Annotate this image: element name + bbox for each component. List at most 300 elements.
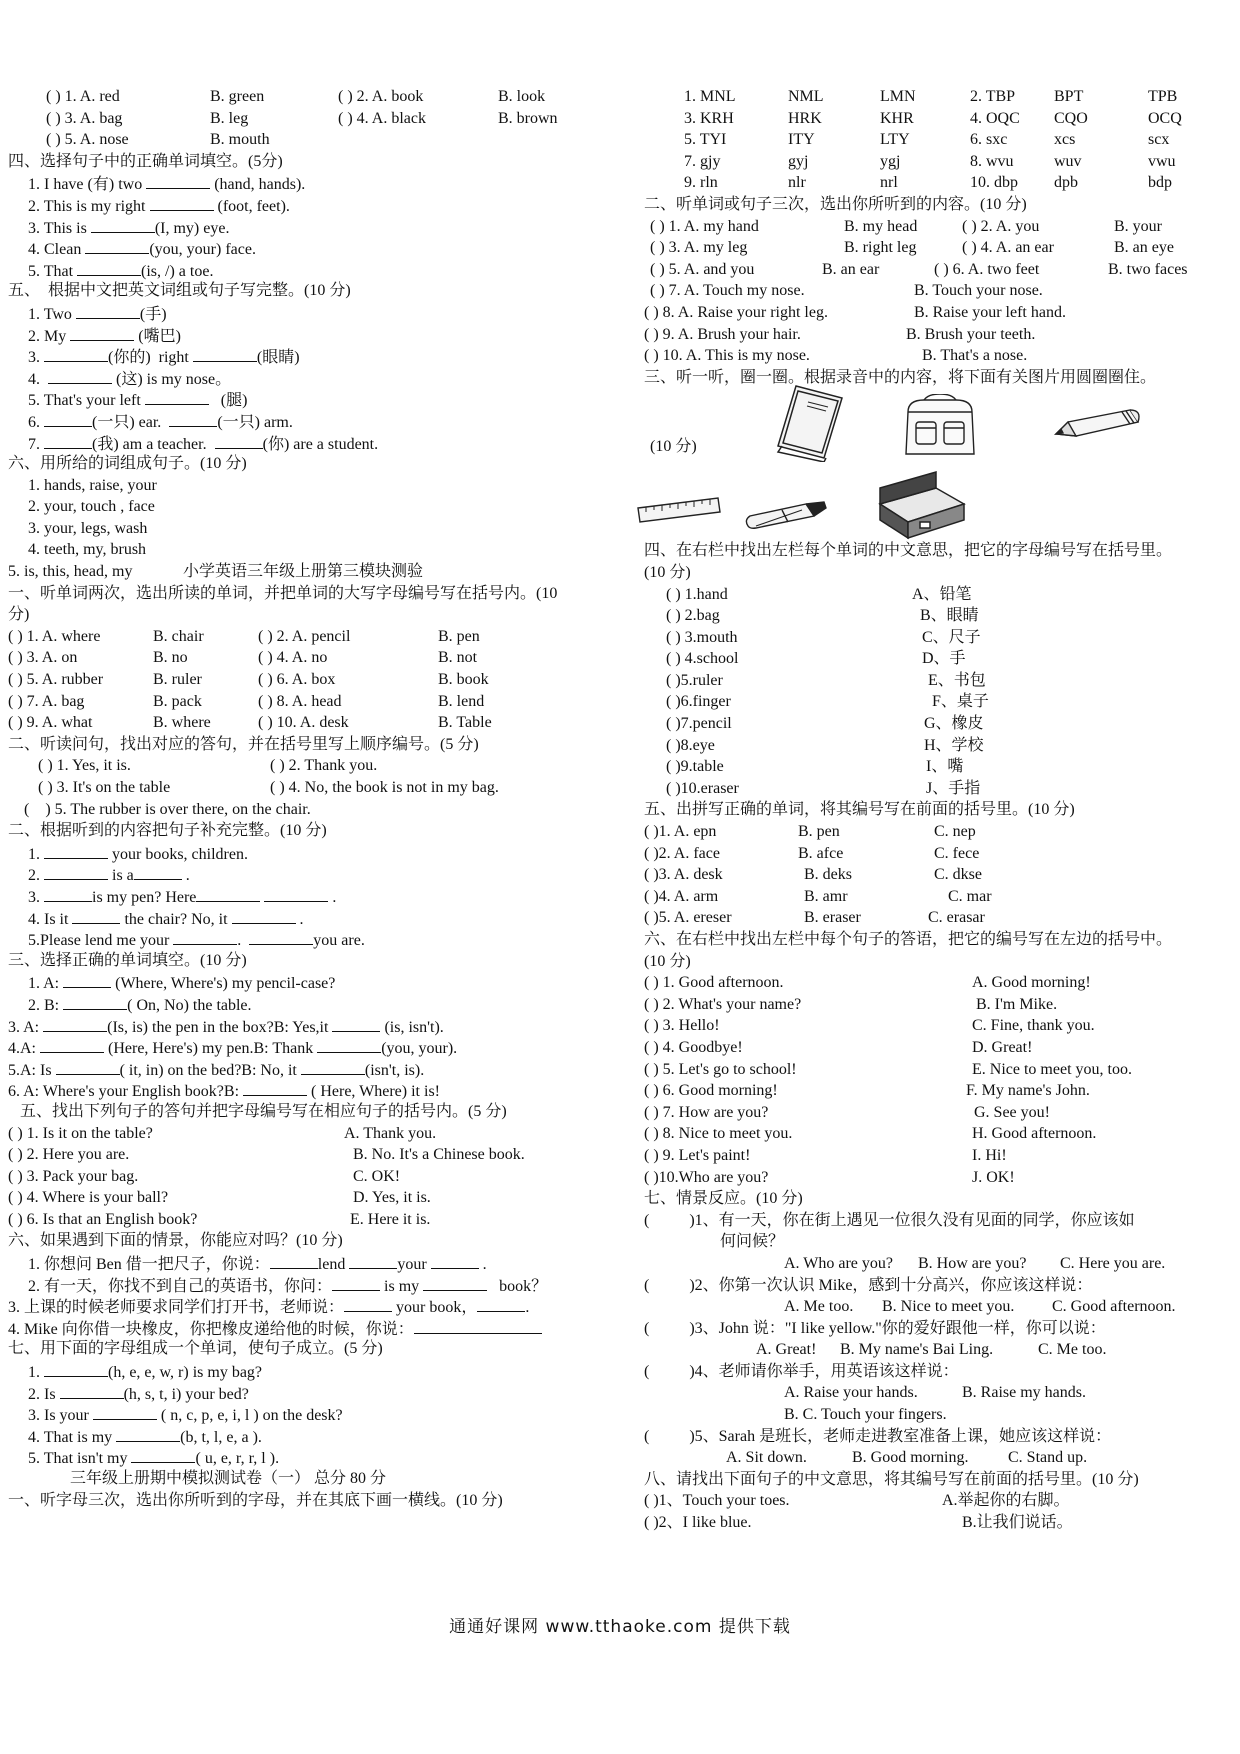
- line-segment: B. afce: [798, 844, 844, 862]
- line-segment[interactable]: ( ) 2. A. you: [962, 217, 1040, 235]
- worksheet-line: [644, 1059, 1236, 1081]
- line-segment[interactable]: ( )4. A. arm: [644, 887, 719, 905]
- answer-blank[interactable]: [72, 907, 120, 924]
- answer-blank[interactable]: [249, 928, 313, 945]
- line-segment: F. My name's John.: [966, 1082, 1090, 1100]
- worksheet-line: [644, 886, 1236, 908]
- line-segment: CQO: [1054, 109, 1088, 127]
- worksheet-line: [644, 713, 1236, 735]
- section-score: (10 分): [650, 438, 697, 456]
- line-segment[interactable]: ( ) 4. Where is your ball?: [8, 1189, 169, 1207]
- answer-blank[interactable]: [173, 928, 237, 945]
- line-segment: C. Here you are.: [1060, 1254, 1166, 1272]
- line-segment[interactable]: ( ) 3.mouth: [666, 628, 738, 646]
- worksheet-line: [644, 907, 1236, 929]
- line-segment[interactable]: ( ) 4. A. no: [258, 649, 328, 667]
- line-segment[interactable]: ( ) 1. A. red: [46, 88, 120, 105]
- answer-blank[interactable]: [44, 842, 108, 859]
- answer-blank[interactable]: [150, 194, 214, 211]
- worksheet-line: [8, 1187, 648, 1209]
- line-segment: E. Nice to meet you, too.: [972, 1060, 1132, 1078]
- line-segment: C. Stand up.: [1008, 1449, 1088, 1467]
- line-segment: H、学校: [924, 736, 984, 754]
- line-segment[interactable]: ( ) 2. Here you are.: [8, 1146, 130, 1164]
- worksheet-line: [8, 1123, 648, 1145]
- answer-blank[interactable]: [43, 1015, 107, 1032]
- line-segment: B. How are you?: [918, 1254, 1027, 1272]
- worksheet-line: 2. Is (h, s, t, i) your bed?: [8, 1382, 648, 1404]
- worksheet-line: [644, 778, 1236, 800]
- worksheet-line: 3. Is your ( n, c, p, e, i, l ) on the desk?: [8, 1403, 648, 1425]
- line-segment[interactable]: ( ) 9. A. Brush your hair.: [644, 325, 801, 343]
- line-segment: B. Brush your teeth.: [906, 325, 1036, 343]
- answer-blank[interactable]: [44, 432, 92, 449]
- worksheet-line: (10 分): [644, 952, 691, 970]
- line-segment: OCQ: [1148, 109, 1182, 127]
- line-segment: B.让我们说话。: [962, 1514, 1073, 1532]
- line-segment: B. right leg: [844, 239, 917, 257]
- worksheet-line: [644, 1080, 1236, 1102]
- line-segment[interactable]: ( ) 10. A. This is my nose.: [644, 347, 810, 365]
- line-segment: B. green: [210, 88, 265, 105]
- worksheet-line: [644, 1102, 1236, 1124]
- line-segment: A. Raise your hands.: [784, 1384, 918, 1402]
- line-segment: B. chair: [153, 627, 204, 645]
- answer-blank[interactable]: [232, 907, 296, 924]
- line-segment[interactable]: ( ) 5. A. and you: [650, 260, 755, 278]
- line-segment: B、眼睛: [920, 607, 979, 625]
- line-segment[interactable]: ( ) 3. A. my leg: [650, 239, 748, 257]
- worksheet-line: 1. hands, raise, your: [8, 476, 157, 494]
- line-segment: B. No. It's a Chinese book.: [353, 1146, 525, 1164]
- line-segment: 4. OQC: [970, 109, 1020, 127]
- answer-blank[interactable]: [169, 410, 217, 427]
- answer-blank[interactable]: [264, 885, 328, 902]
- answer-blank[interactable]: [145, 388, 209, 405]
- line-segment[interactable]: ( )7.pencil: [666, 715, 732, 733]
- worksheet-line: [8, 712, 648, 734]
- line-segment: D. Great!: [972, 1038, 1033, 1056]
- worksheet-line: [644, 216, 1236, 238]
- line-segment[interactable]: ( ) 8. A. head: [258, 692, 342, 710]
- line-segment[interactable]: ( )6.finger: [666, 693, 731, 711]
- line-segment: BPT: [1054, 88, 1084, 105]
- worksheet-line: [8, 1144, 648, 1166]
- line-segment: HRK: [788, 109, 822, 127]
- line-segment: A. Thank you.: [344, 1124, 437, 1142]
- worksheet-line: [644, 1339, 1236, 1361]
- line-segment: B. Raise my hands.: [962, 1384, 1086, 1402]
- worksheet-line: 1. Two (手): [8, 302, 648, 324]
- answer-blank[interactable]: [63, 971, 111, 988]
- answer-blank[interactable]: [332, 1274, 380, 1291]
- line-segment: 3. KRH: [684, 109, 734, 127]
- worksheet-line: [8, 1209, 648, 1231]
- answer-blank[interactable]: [131, 1446, 195, 1463]
- worksheet-line: ( )5、Sarah 是班长，老师走进教室准备上课，她应该这样说：: [644, 1427, 1112, 1445]
- line-segment: xcs: [1054, 131, 1076, 149]
- pencil-picture[interactable]: [1052, 404, 1142, 451]
- worksheet-line: [644, 756, 1236, 778]
- line-segment: C. OK!: [353, 1167, 401, 1185]
- line-segment[interactable]: ( )1. A. epn: [644, 823, 717, 841]
- pencil-box-picture[interactable]: [876, 470, 968, 547]
- answer-blank[interactable]: [332, 1015, 380, 1032]
- worksheet-line: ( )1、有一天，你在街上遇见一位很久没有见面的同学，你应该如: [644, 1211, 1135, 1229]
- worksheet-line: 2. 有一天，你找不到自己的英语书，你问： is my book？: [8, 1274, 648, 1296]
- pen-picture[interactable]: [742, 498, 828, 539]
- line-segment[interactable]: ( )1、Touch your toes.: [644, 1492, 790, 1510]
- line-segment[interactable]: ( ) 8. A. Raise your right leg.: [644, 303, 828, 321]
- line-segment: wuv: [1054, 152, 1082, 170]
- line-segment[interactable]: ( ) 4. A. black: [338, 109, 426, 127]
- line-segment[interactable]: ( ) 2. A. pencil: [258, 627, 351, 645]
- worksheet-line: [644, 302, 1236, 324]
- line-segment: C. nep: [934, 823, 976, 841]
- line-segment: B. an eye: [1114, 239, 1174, 257]
- line-segment[interactable]: ( ) 3. A. bag: [46, 109, 123, 127]
- worksheet-line: 七、情景反应。(10 分): [644, 1190, 803, 1208]
- line-segment: A. Me too.: [784, 1298, 854, 1316]
- worksheet-line: ( )2、你第一次认识 Mike，感到十分高兴，你应该这样说：: [644, 1276, 1093, 1294]
- answer-blank[interactable]: [60, 1382, 124, 1399]
- line-segment[interactable]: ( ) 9. A. what: [8, 714, 93, 732]
- worksheet-line: 6. A: Where's your English book?B: ( Here, Where) it is!: [8, 1079, 648, 1101]
- worksheet-line: 1. I have (有) two (hand, hands).: [8, 172, 648, 194]
- worksheet-line: [644, 691, 1236, 713]
- answer-blank[interactable]: [44, 885, 92, 902]
- worksheet-line: 3. your, legs, wash: [8, 519, 148, 537]
- line-segment: 10. dbp: [970, 174, 1018, 192]
- line-segment[interactable]: ( )2. A. face: [644, 844, 720, 862]
- line-segment: bdp: [1148, 174, 1172, 192]
- line-segment: B. my head: [844, 217, 918, 235]
- worksheet-line: 5. That's your left (腿): [8, 388, 648, 410]
- line-segment: B. leg: [210, 109, 249, 127]
- line-segment: B. look: [498, 88, 546, 105]
- line-segment[interactable]: ( ) 2.bag: [666, 607, 720, 625]
- line-segment: C. fece: [934, 844, 980, 862]
- answer-blank[interactable]: [423, 1274, 487, 1291]
- footer-credit: 通通好课网 www.tthaoke.com 提供下载: [449, 1617, 791, 1637]
- worksheet-line: 5.A: Is ( it, in) on the bed?B: No, it (isn't, is).: [8, 1058, 648, 1080]
- line-segment: A. Great!: [756, 1341, 817, 1359]
- worksheet-line: 二、根据听到的内容把句子补充完整。(10 分): [8, 822, 327, 840]
- worksheet-line: [8, 755, 648, 777]
- worksheet-line: [8, 647, 648, 669]
- worksheet-line: [644, 259, 1236, 281]
- line-segment[interactable]: ( ) 4. A. an ear: [962, 239, 1054, 257]
- line-segment: A. Sit down.: [726, 1449, 807, 1467]
- line-segment: B. where: [153, 714, 211, 732]
- line-segment: A.举起你的右脚。: [942, 1492, 1070, 1510]
- answer-blank[interactable]: [243, 1079, 307, 1096]
- answer-blank[interactable]: [44, 345, 108, 362]
- answer-blank[interactable]: [116, 1425, 180, 1442]
- line-segment[interactable]: ( ) 1. Is it on the table?: [8, 1124, 153, 1142]
- line-segment[interactable]: ( ) 3. It's on the table: [38, 779, 171, 796]
- line-segment[interactable]: ( ) 2. A. book: [338, 88, 424, 105]
- line-segment: E、书包: [928, 671, 986, 689]
- worksheet-line: [644, 1037, 1236, 1059]
- line-segment: B. amr: [804, 887, 848, 905]
- line-segment: nrl: [880, 174, 898, 192]
- worksheet-line: 四、选择句子中的正确单词填空。(5分): [8, 152, 283, 170]
- answer-blank[interactable]: [134, 863, 182, 880]
- worksheet-line: 六、在右栏中找出左栏中每个句子的答语，把它的编号写在左边的括号中。: [644, 931, 1173, 948]
- worksheet-line: [644, 1447, 1236, 1469]
- answer-blank[interactable]: [44, 863, 108, 880]
- worksheet-line: [644, 1015, 1236, 1037]
- worksheet-line: [644, 280, 1236, 302]
- worksheet-line: [644, 1404, 1236, 1426]
- line-segment: J、手指: [926, 779, 981, 797]
- schoolbag-picture[interactable]: [898, 394, 982, 467]
- line-segment: vwu: [1148, 152, 1176, 170]
- line-segment[interactable]: ( )8.eye: [666, 736, 715, 754]
- line-segment: B. Nice to meet you.: [882, 1298, 1015, 1316]
- worksheet-line: 2. your, touch , face: [8, 498, 155, 516]
- worksheet-line: [8, 669, 648, 691]
- answer-blank[interactable]: [70, 324, 134, 341]
- worksheet-line: 一、听单词两次，选出所读的单词，并把单词的大写字母编号写在括号内。(10: [8, 584, 558, 602]
- worksheet-line: [644, 821, 1236, 843]
- worksheet-line: [644, 86, 1236, 108]
- worksheet-line: 2. B: ( On, No) the table.: [8, 993, 648, 1015]
- line-segment: B. C. Touch your fingers.: [784, 1406, 947, 1424]
- line-segment: D、手: [922, 650, 966, 668]
- line-segment[interactable]: ( ) 9. Let's paint!: [644, 1146, 751, 1164]
- line-segment: I. Hi!: [972, 1146, 1007, 1164]
- worksheet-line: 三、听一听，圈一圈。根据录音中的内容，将下面有关图片用圆圈圈住。: [644, 368, 1157, 386]
- line-segment[interactable]: ( ) 5. Let's go to school!: [644, 1060, 797, 1078]
- worksheet-line: 2. My (嘴巴): [8, 324, 648, 346]
- answer-blank[interactable]: [40, 1036, 104, 1053]
- line-segment: 8. wvu: [970, 152, 1014, 170]
- worksheet-line: 4. That is my (b, t, l, e, a ).: [8, 1425, 648, 1447]
- worksheet-line: 五、出拼写正确的单词，将其编号写在前面的括号里。(10 分): [644, 801, 1075, 819]
- line-segment[interactable]: ( ) 3. A. on: [8, 649, 78, 667]
- line-segment: ITY: [788, 131, 815, 149]
- line-segment[interactable]: ( ) 6. Is that an English book?: [8, 1210, 198, 1228]
- line-segment[interactable]: ( )5. A. ereser: [644, 909, 732, 927]
- answer-blank[interactable]: [301, 1058, 365, 1075]
- line-segment: B. Table: [438, 714, 492, 732]
- worksheet-line: 4. (这) is my nose。: [8, 367, 648, 389]
- answer-blank[interactable]: [193, 345, 257, 362]
- worksheet-line: 5. That (is, /) a toe.: [8, 259, 648, 281]
- line-segment: 1. MNL: [684, 88, 736, 105]
- answer-blank[interactable]: [146, 172, 210, 189]
- worksheet-line: 分): [8, 606, 30, 624]
- line-segment: C、尺子: [922, 628, 981, 646]
- worksheet-line: [644, 237, 1236, 259]
- line-segment: gyj: [788, 152, 809, 170]
- line-segment[interactable]: ( )2、I like blue.: [644, 1514, 752, 1532]
- worksheet-line: 2. This is my right (foot, feet).: [8, 194, 648, 216]
- answer-blank[interactable]: [215, 432, 263, 449]
- line-segment: B. no: [153, 649, 188, 667]
- line-segment[interactable]: ( ) 7. How are you?: [644, 1103, 769, 1121]
- line-segment[interactable]: ( )10.Who are you?: [644, 1168, 769, 1186]
- worksheet-line: 5. That isn't my ( u, e, r, r, l ).: [8, 1446, 648, 1468]
- line-segment: 6. sxc: [970, 131, 1008, 149]
- answer-blank[interactable]: [91, 216, 155, 233]
- worksheet-line: 1. A: (Where, Where's) my pencil-case?: [8, 971, 648, 993]
- line-segment: B. deks: [804, 866, 852, 884]
- line-segment: G. See you!: [974, 1103, 1050, 1121]
- line-segment: dpb: [1054, 174, 1078, 192]
- worksheet-line: 二、听单词或句子三次，选出你所听到的内容。(10 分): [644, 195, 1027, 213]
- worksheet-line: 六、如果遇到下面的情景，你能应对吗？(10 分): [8, 1232, 343, 1250]
- line-segment[interactable]: ( ) 1. A. my hand: [650, 217, 759, 235]
- worksheet-line: 一、听字母三次，选出你所听到的字母，并在其底下画一横线。(10 分): [8, 1491, 503, 1509]
- worksheet-line: [644, 670, 1236, 692]
- line-segment: B. mouth: [210, 131, 270, 149]
- line-segment: C. Me too.: [1038, 1341, 1107, 1359]
- line-segment: TPB: [1148, 88, 1178, 105]
- line-segment[interactable]: ( ) 3. Hello!: [644, 1017, 720, 1035]
- ruler-picture[interactable]: [636, 496, 722, 533]
- worksheet-line: [644, 648, 1236, 670]
- line-segment[interactable]: ( ) 4.school: [666, 650, 739, 668]
- worksheet-line: [644, 108, 1236, 130]
- worksheet-line: 4. Is it the chair? No, it .: [8, 907, 648, 929]
- worksheet-line: 3. (你的) right (眼睛): [8, 345, 648, 367]
- line-segment[interactable]: ( ) 5. A. nose: [46, 131, 129, 149]
- line-segment: 2. TBP: [970, 88, 1016, 105]
- worksheet-line: 6. (一只) ear. (一只) arm.: [8, 410, 648, 432]
- answer-blank[interactable]: [431, 1252, 479, 1269]
- worksheet-line: 1. your books, children.: [8, 842, 648, 864]
- worksheet-line: [644, 864, 1236, 886]
- line-segment: A. Good morning!: [972, 974, 1091, 992]
- line-segment[interactable]: ( ) 6. A. box: [258, 671, 336, 689]
- line-segment[interactable]: ( )3. A. desk: [644, 866, 723, 884]
- line-segment[interactable]: ( ) 6. Good morning!: [644, 1082, 778, 1100]
- line-segment[interactable]: ( ) 3. Pack your bag.: [8, 1167, 139, 1185]
- answer-blank[interactable]: [44, 410, 92, 427]
- worksheet-line: [644, 151, 1236, 173]
- line-segment[interactable]: ( ) 10. A. desk: [258, 714, 349, 732]
- worksheet-line: 4. teeth, my, brush: [8, 541, 147, 559]
- answer-blank[interactable]: [44, 1360, 108, 1377]
- worksheet-line: [644, 172, 1236, 194]
- line-segment: scx: [1148, 131, 1170, 149]
- answer-blank[interactable]: [48, 367, 112, 384]
- answer-blank[interactable]: [76, 302, 140, 319]
- line-segment[interactable]: ( ) 8. Nice to meet you.: [644, 1125, 793, 1143]
- line-segment[interactable]: ( ) 7. A. bag: [8, 692, 85, 710]
- line-segment: B. Good morning.: [852, 1449, 969, 1467]
- worksheet-line: 五、 根据中文把英文词组或句子写完整。(10 分): [8, 282, 351, 300]
- answer-blank[interactable]: [85, 237, 149, 254]
- answer-blank[interactable]: [63, 993, 127, 1010]
- worksheet-line: [8, 1166, 648, 1188]
- line-segment: B. pen: [438, 627, 480, 645]
- worksheet-line: [644, 1382, 1236, 1404]
- line-segment: B. I'm Mike.: [976, 995, 1058, 1013]
- answer-blank[interactable]: [349, 1252, 397, 1269]
- worksheet-line: [8, 1468, 648, 1490]
- worksheet-line: 3. is my pen? Here .: [8, 885, 648, 907]
- answer-blank[interactable]: [56, 1058, 120, 1075]
- worksheet-line: 八、请找出下面句子的中文意思，将其编号写在前面的括号里。(10 分): [644, 1470, 1139, 1488]
- line-segment[interactable]: ( )9.table: [666, 758, 724, 776]
- answer-blank[interactable]: [270, 1252, 318, 1269]
- line-segment: 5. TYI: [684, 131, 727, 149]
- answer-blank[interactable]: [77, 259, 141, 276]
- line-segment: B. My name's Bai Ling.: [840, 1341, 994, 1359]
- answer-blank[interactable]: [93, 1403, 157, 1420]
- line-segment[interactable]: ( ) 2. Thank you.: [270, 757, 378, 775]
- line-segment: C. dkse: [934, 866, 982, 884]
- worksheet-line: [644, 1123, 1236, 1145]
- line-segment: E. Here it is.: [350, 1210, 431, 1228]
- line-segment: A、铅笔: [912, 585, 972, 603]
- line-segment: C. Fine, thank you.: [972, 1017, 1095, 1035]
- worksheet-line: 四、在右栏中找出左栏每个单词的中文意思，把它的字母编号写在括号里。: [644, 542, 1173, 560]
- line-segment[interactable]: ( ) 2. What's your name?: [644, 995, 802, 1013]
- line-segment[interactable]: ( ) 6. A. two feet: [934, 260, 1040, 278]
- worksheet-line: [8, 86, 648, 108]
- answer-blank[interactable]: [196, 885, 260, 902]
- worksheet-line: 3. This is (I, my) eye.: [8, 216, 648, 238]
- line-segment[interactable]: ( ) 1. Yes, it is.: [38, 757, 131, 775]
- worksheet-line: 1. (h, e, e, w, r) is my bag?: [8, 1360, 648, 1382]
- line-segment: F、桌子: [932, 693, 989, 711]
- worksheet-line: ( ) 5. The rubber is over there, on the chair.: [8, 800, 311, 818]
- line-segment[interactable]: ( ) 1. A. where: [8, 627, 101, 645]
- notebook-picture[interactable]: [774, 382, 846, 469]
- answer-blank[interactable]: [317, 1036, 381, 1053]
- line-segment[interactable]: ( ) 1.hand: [666, 585, 728, 603]
- worksheet-line: [8, 777, 648, 799]
- line-segment: I、嘴: [926, 758, 964, 776]
- line-segment[interactable]: ( ) 7. A. Touch my nose.: [650, 282, 805, 300]
- line-segment: H. Good afternoon.: [972, 1125, 1097, 1143]
- answer-blank[interactable]: [477, 1295, 525, 1312]
- worksheet-line: [644, 627, 1236, 649]
- worksheet-line: [8, 561, 648, 583]
- line-segment[interactable]: ( ) 4. Goodbye!: [644, 1038, 743, 1056]
- worksheet-line: [644, 605, 1236, 627]
- line-segment[interactable]: ( ) 4. No, the book is not in my bag.: [270, 779, 499, 796]
- line-segment[interactable]: ( )5.ruler: [666, 671, 723, 689]
- worksheet-line: [644, 345, 1236, 367]
- worksheet-line: [644, 843, 1236, 865]
- answer-blank[interactable]: [344, 1295, 392, 1312]
- worksheet-line: [644, 994, 1236, 1016]
- answer-blank[interactable]: [414, 1317, 542, 1334]
- worksheet-line: [644, 972, 1236, 994]
- worksheet-line: ( )3、John 说："I like yellow."你的爱好跟他一样，你可以说：: [644, 1319, 1106, 1337]
- line-segment: A. Who are you?: [784, 1254, 893, 1272]
- worksheet-line: 何问候？: [644, 1233, 785, 1251]
- line-segment: 三年级上册期中模拟测试卷（一） 总分 80 分: [70, 1470, 387, 1487]
- line-segment: KHR: [880, 109, 914, 127]
- worksheet-line: 4. Mike 向你借一块橡皮，你把橡皮递给他的时候，你说：: [8, 1317, 648, 1339]
- worksheet-line: [644, 1253, 1236, 1275]
- line-segment[interactable]: ( ) 1. Good afternoon.: [644, 974, 784, 992]
- left-column: [8, 86, 648, 1511]
- line-segment[interactable]: ( )10.eraser: [666, 779, 739, 797]
- line-segment[interactable]: ( ) 5. A. rubber: [8, 671, 104, 689]
- line-segment: B. pack: [153, 692, 202, 710]
- worksheet-line: 5.Please lend me your . you are.: [8, 928, 648, 950]
- line-segment: B. pen: [798, 823, 840, 841]
- worksheet-line: 4.A: (Here, Here's) my pen.B: Thank (you, your).: [8, 1036, 648, 1058]
